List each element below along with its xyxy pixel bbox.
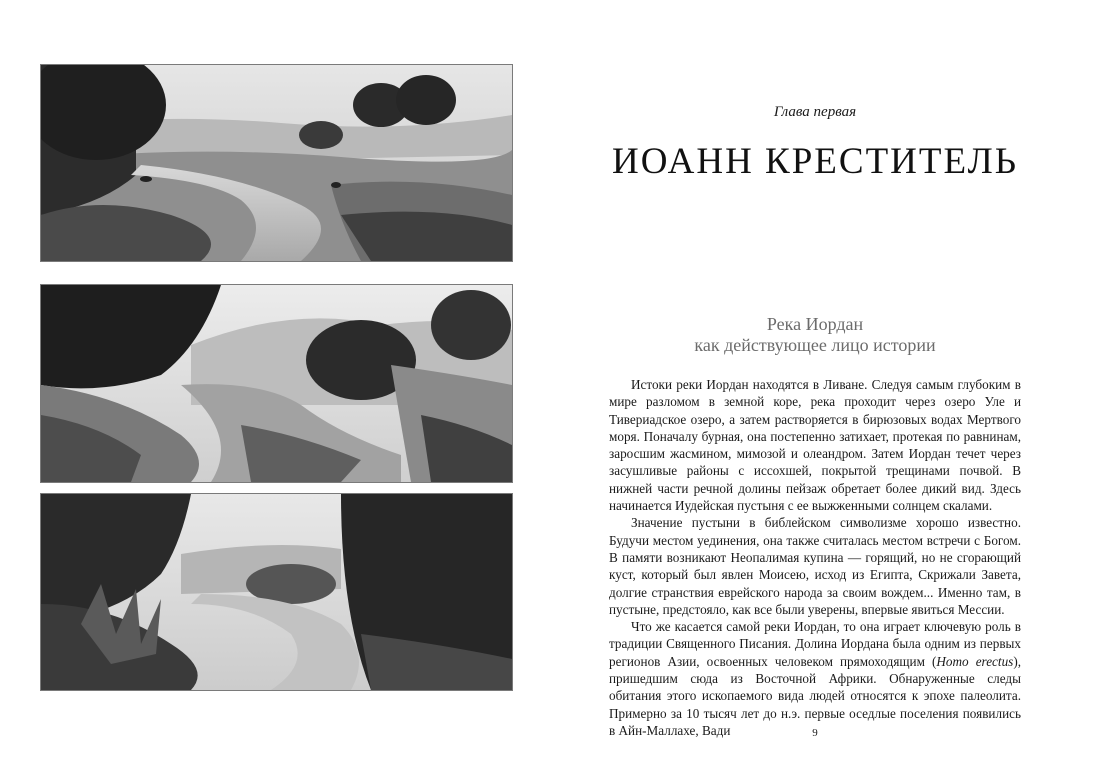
section-title — [560, 314, 1070, 356]
chapter-label: Глава первая — [773, 104, 857, 120]
illustration-river-palms — [40, 284, 513, 483]
illustration-river-valley — [40, 64, 513, 262]
section-title-line-1: Река Иордан — [766, 314, 864, 334]
river-reeds-drawing — [41, 494, 512, 690]
body-text — [609, 376, 1021, 739]
page-number: 9 — [812, 727, 818, 739]
section-title-line-2: как действующее лицо истории — [694, 335, 936, 355]
paragraph-3 — [609, 618, 1021, 739]
paragraph-1: Истоки реки Иордан находятся в Ливане. Следуя самым глубоким в мире разломом в земной коре, река проходит через озеро Уле и Тивериадское озеро, а затем растворяется в бирюзовых водах Мертвого моря. Поначалу бурная, она постепенно затихает, протекая по равнинам, заросшим жасмином, мимозой и олеандром. Затем Иордан течет через засушливые районы с иссохшей, покрытой трещинами почвой. В нижней части речной долины пейзаж обретает более дикий вид. Здесь начинается Иудейская пустыня с ее выжженными солнцем скалами. — [609, 377, 1021, 514]
illustration-river-reeds — [40, 493, 513, 691]
chapter-title: ИОАНН КРЕСТИТЕЛЬ — [612, 141, 1018, 182]
river-palms-drawing — [41, 285, 512, 482]
paragraph-3-italic-term: Homo erectus — [936, 653, 1014, 669]
paragraph-3-start: Что же касается самой реки Иордан, то она играет ключевую роль в традиции Священного Писания. Долина Иордана была одним из первых регионов Азии, освоенных человеком прямоходящим ( — [609, 619, 1021, 669]
river-valley-drawing — [41, 65, 512, 261]
paragraph-2: Значение пустыни в библейском символизме хорошо известно. Будучи местом уединения, она также считалась местом встречи с Богом. В памяти возникают Неопалимая купина — горящий, но не сгорающий куст, который был явлен Моисею, исход из Египта, Скрижали Завета, долгие странствия еврейского народа за своим вождем... Именно там, в пустыне, предстояло, как все были уверены, впервые явиться Мессии. — [609, 515, 1021, 617]
paragraph-3-end: ), пришедшим сюда из Восточной Африки. Обнаруженные следы обитания этого ископаемого вида людей относятся к эпохе палеолита. Примерно за 10 тысяч лет до н.э. первые оседлые поселения появились в Айн-Маллахе, Вади — [609, 653, 1022, 738]
